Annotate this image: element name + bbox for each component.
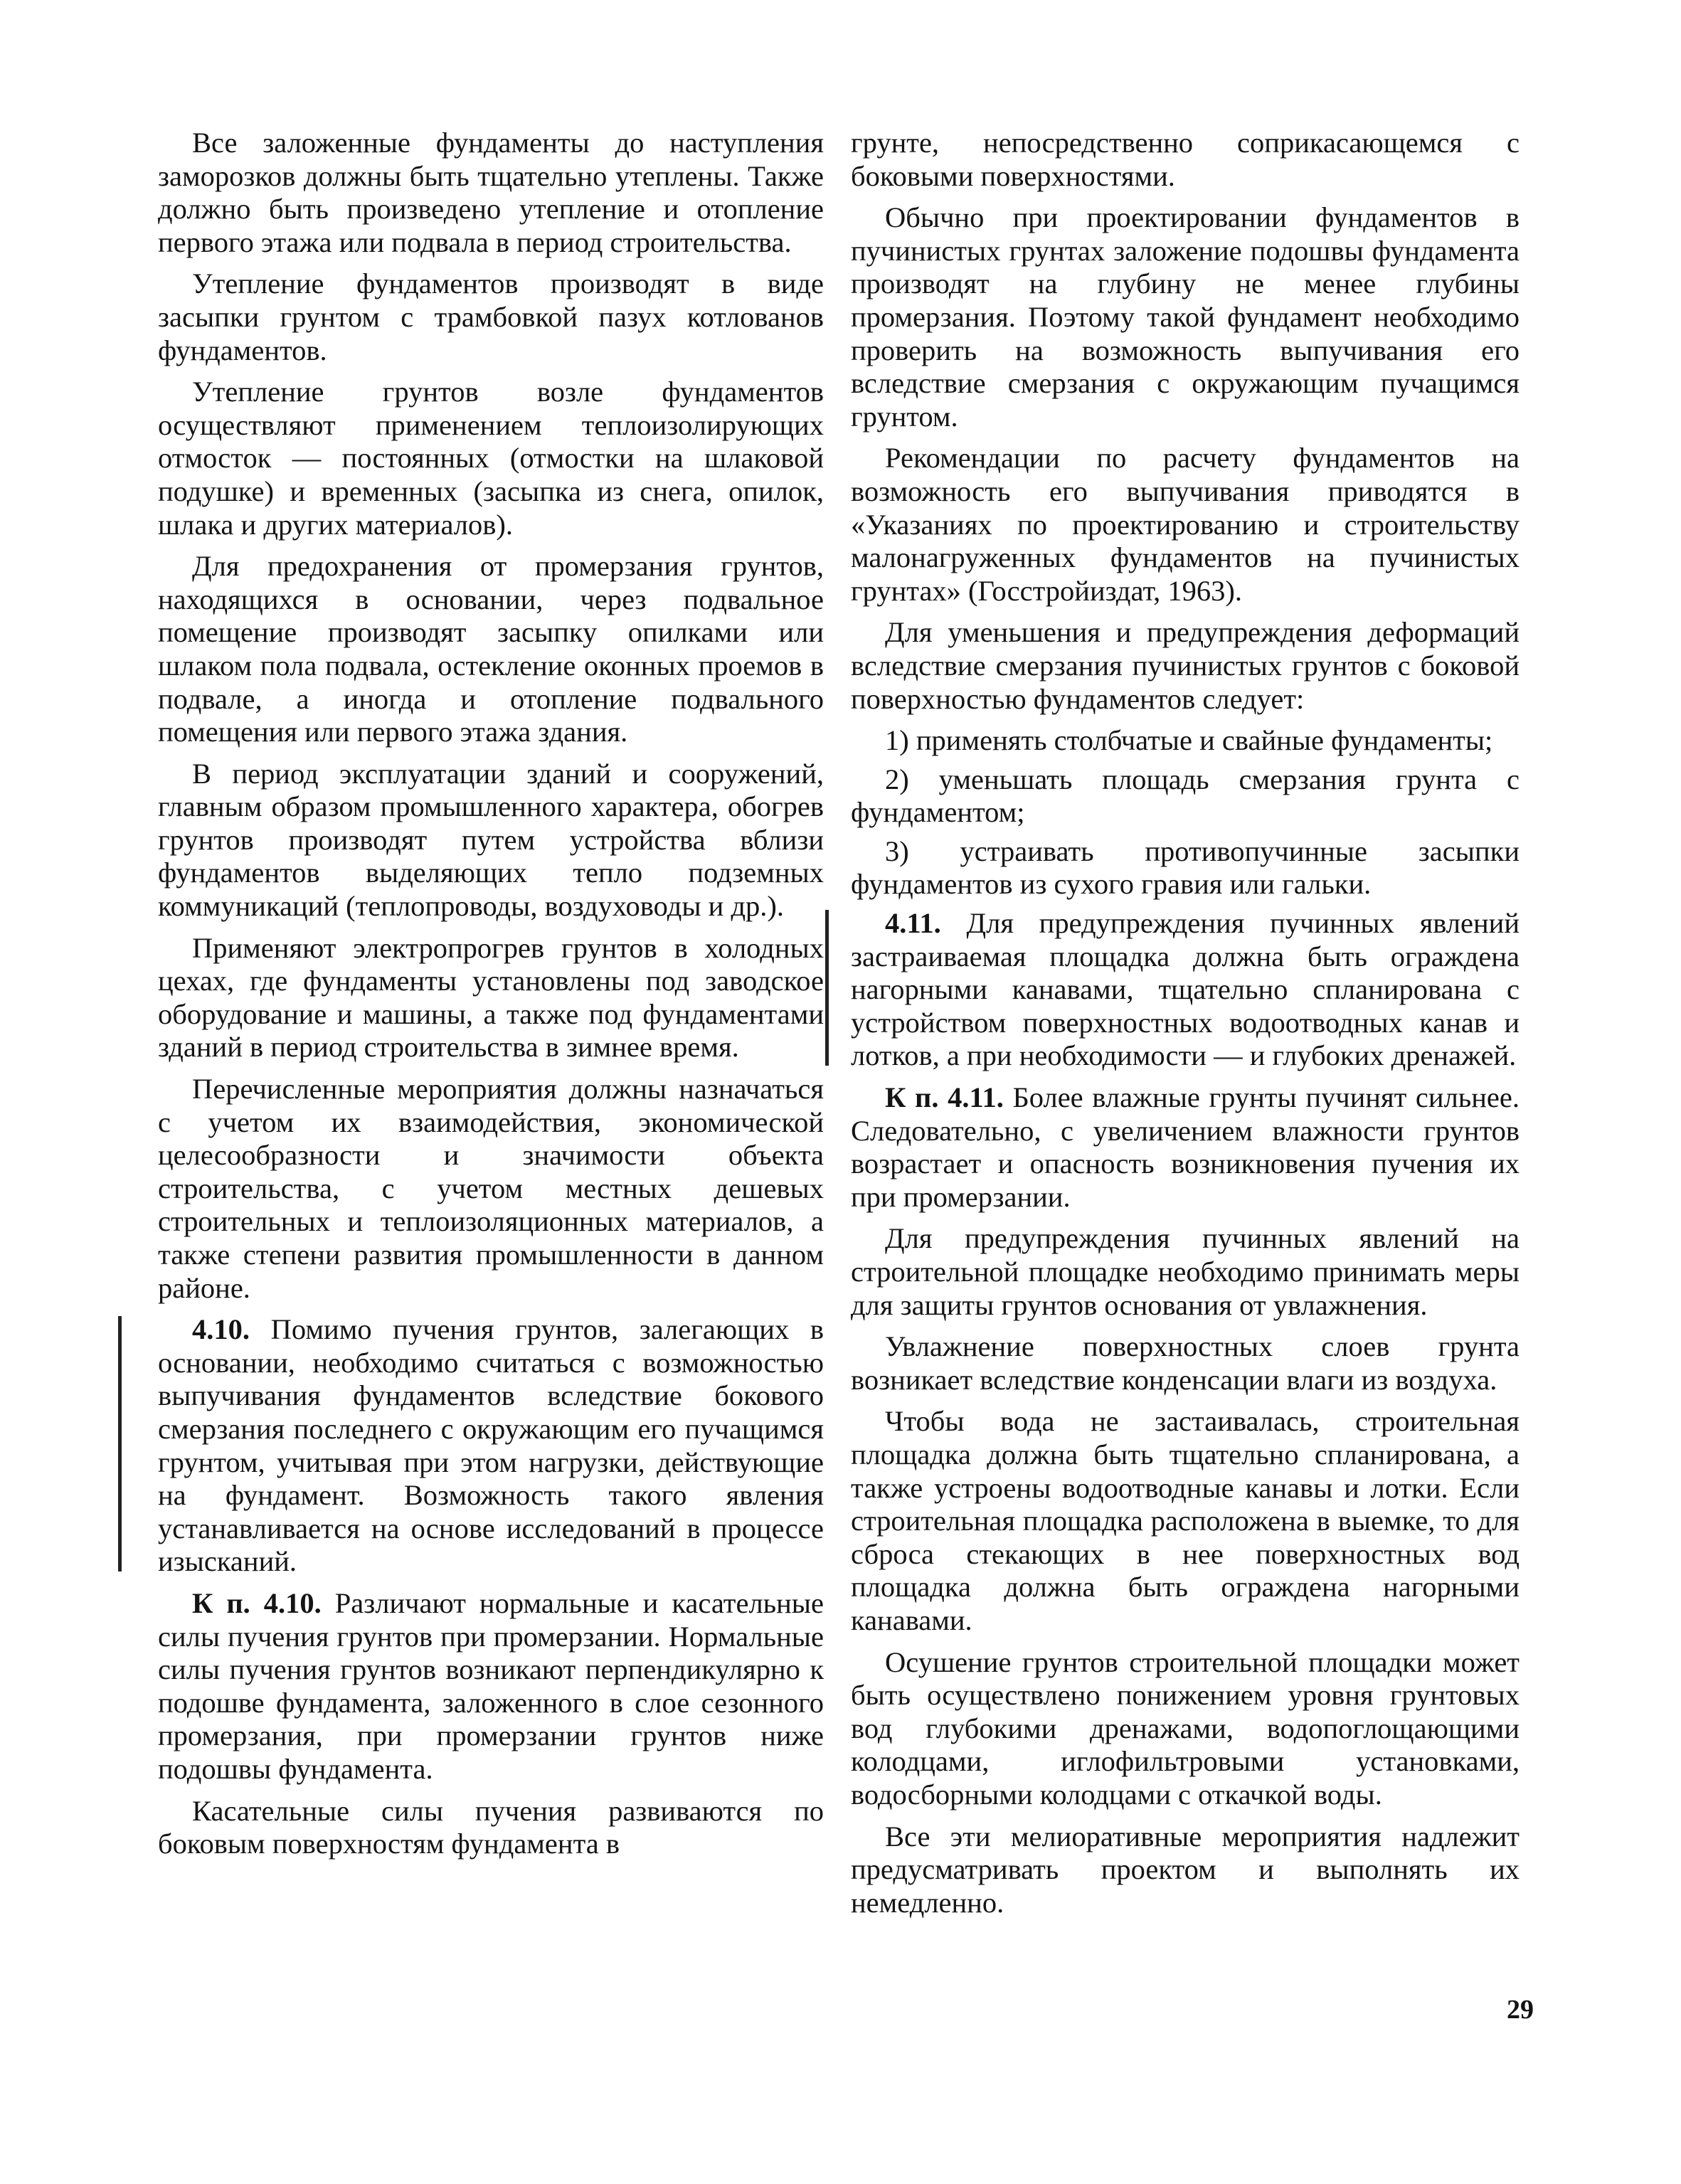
paragraph: Утепление фундаментов производят в виде засыпки грунтом с трамбовкой пазух котлованов фундаментов. [158,267,824,366]
commentary-label: К п. 4.10. [192,1586,322,1619]
paragraph: Применяют электропрогрев грунтов в холодных цехах, где фундаменты установлены под заводское оборудование и машины, а также под фундаментами зданий в период строительства в зимнее время. [158,931,824,1064]
paragraph-text: Более влажные грунты пучинят сильнее. Следовательно, с увеличением влажности грунтов возрастает и опасность возникновения пучения их при промерзании. [851,1081,1520,1213]
section-4-11-paragraph [851,907,1520,1073]
commentary-label: К п. 4.11. [885,1081,1004,1114]
section-number: 4.10. [192,1313,250,1346]
paragraph: Рекомендации по расчету фундаментов на возможность его выпучивания приводятся в «Указаниях по проектированию и строительству малонагруженных фундаментов на пучинистых грунтах» (Госстройиздат, 1963). [851,442,1520,607]
list-item: 1) применять столбчатые и свайные фундаменты; [885,724,1493,757]
paragraph-text: Различают нормальные и касательные силы пучения грунтов при промерзании. Нормальные силы пучения грунтов возникают перпендикулярно к подошве фундамента, заложенного в слое сезонного промерзания, при промерзании грунтов ниже подошвы фундамента. [158,1586,824,1785]
page-number: 29 [1507,1995,1534,2025]
left-column [158,127,824,1870]
paragraph: Все заложенные фундаменты до наступления заморозков должны быть тщательно утеплены. Также должно быть произведено утепление и отопление первого этажа или подвала в период строительства. [158,127,824,258]
paragraph-continuation: грунте, непосредственно соприкасающемся с боковыми поверхностями. [851,127,1520,192]
section-number: 4.11. [885,907,941,940]
paragraph: В период эксплуатации зданий и сооружений, главным образом промышленного характера, обогрев грунтов производят путем устройства вблизи фундаментов выделяющих тепло подземных коммуникаций (теплопроводы, воздуховоды и др.). [158,757,824,923]
paragraph: Чтобы вода не застаивалась, строительная площадка должна быть тщательно спланирована, а также устроены водоотводные канавы и лотки. Если строительная площадка расположена в выемке, то для сброса стекающих в нее поверхностных вод площадка должна быть ограждена нагорными канавами. [851,1405,1520,1636]
paragraph: Увлажнение поверхностных слоев грунта возникает вследствие конденсации влаги из воздуха. [851,1330,1520,1396]
paragraph: Для предупреждения пучинных явлений на строительной площадке необходимо принимать меры для защиты грунтов основания от увлажнения. [851,1222,1520,1321]
list-item: 3) устраивать противопучинные засыпки фундаментов из сухого гравия или гальки. [851,834,1520,901]
paragraph: Осушение грунтов строительной площадки может быть осуществлено понижением уровня грунтовых вод глубокими дренажами, водопоглощающими колодцами, иглофильтровыми установками, водосборными колодцами с откачкой воды. [851,1645,1520,1811]
list-item: 2) уменьшать площадь смерзания грунта с фундаментом; [851,763,1520,829]
paragraph-text: Для предупреждения пучинных явлений застраиваемая площадка должна быть ограждена нагорными канавами, тщательно спланирована с устройством поверхностных водоотводных канав и лотков, а при необходимости — и глубоких дренажей. [851,907,1520,1072]
paragraph: Касательные силы пучения развиваются по боковым поверхностям фундамента в [158,1794,824,1860]
paragraph: Перечисленные мероприятия должны назначаться с учетом их взаимодействия, экономической целесообразности и значимости объекта строительства, с учетом местных дешевых строительных и теплоизоляционных материалов, а также степени развития промышленности в данном районе. [158,1073,824,1304]
paragraph: Все эти мелиоративные мероприятия надлежит предусматривать проектом и выполнять их немедленно. [851,1820,1520,1919]
paragraph: Утепление грунтов возле фундаментов осуществляют применением теплоизолирующих отмосток — постоянных (отмостки на шлаковой подушке) и временных (засыпка из снега, опилок, шлака и других материалов). [158,376,824,541]
commentary-4-10-paragraph [158,1587,824,1786]
right-column [851,127,1520,1928]
paragraph: Для предохранения от промерзания грунтов, находящихся в основании, через подвальное помещение производят засыпку опилками или шлаком пола подвала, остекление оконных проемов в подвале, а иногда и отопление подвального помещения или первого этажа здания. [158,550,824,748]
commentary-4-11-paragraph [851,1081,1520,1214]
paragraph: Для уменьшения и предупреждения деформаций вследствие смерзания пучинистых грунтов с боковой поверхностью фундаментов следует: [851,616,1520,715]
paragraph-text: Помимо пучения грунтов, залегающих в основании, необходимо считаться с возможностью выпучивания фундаментов вследствие бокового смерзания последнего с окружающим его пучащимся грунтом, учитывая при этом нагрузки, действующие на фундамент. Возможность такого явления устанавливается на основе исследований в процессе изысканий. [158,1313,824,1578]
section-4-10-paragraph [158,1313,824,1579]
paragraph: Обычно при проектировании фундаментов в пучинистых грунтах заложение подошвы фундамента производят на глубину не менее глубины промерзания. Поэтому такой фундамент необходимо проверить на возможность выпучивания его вследствие смерзания с окружающим пучащимся грунтом. [851,201,1520,433]
